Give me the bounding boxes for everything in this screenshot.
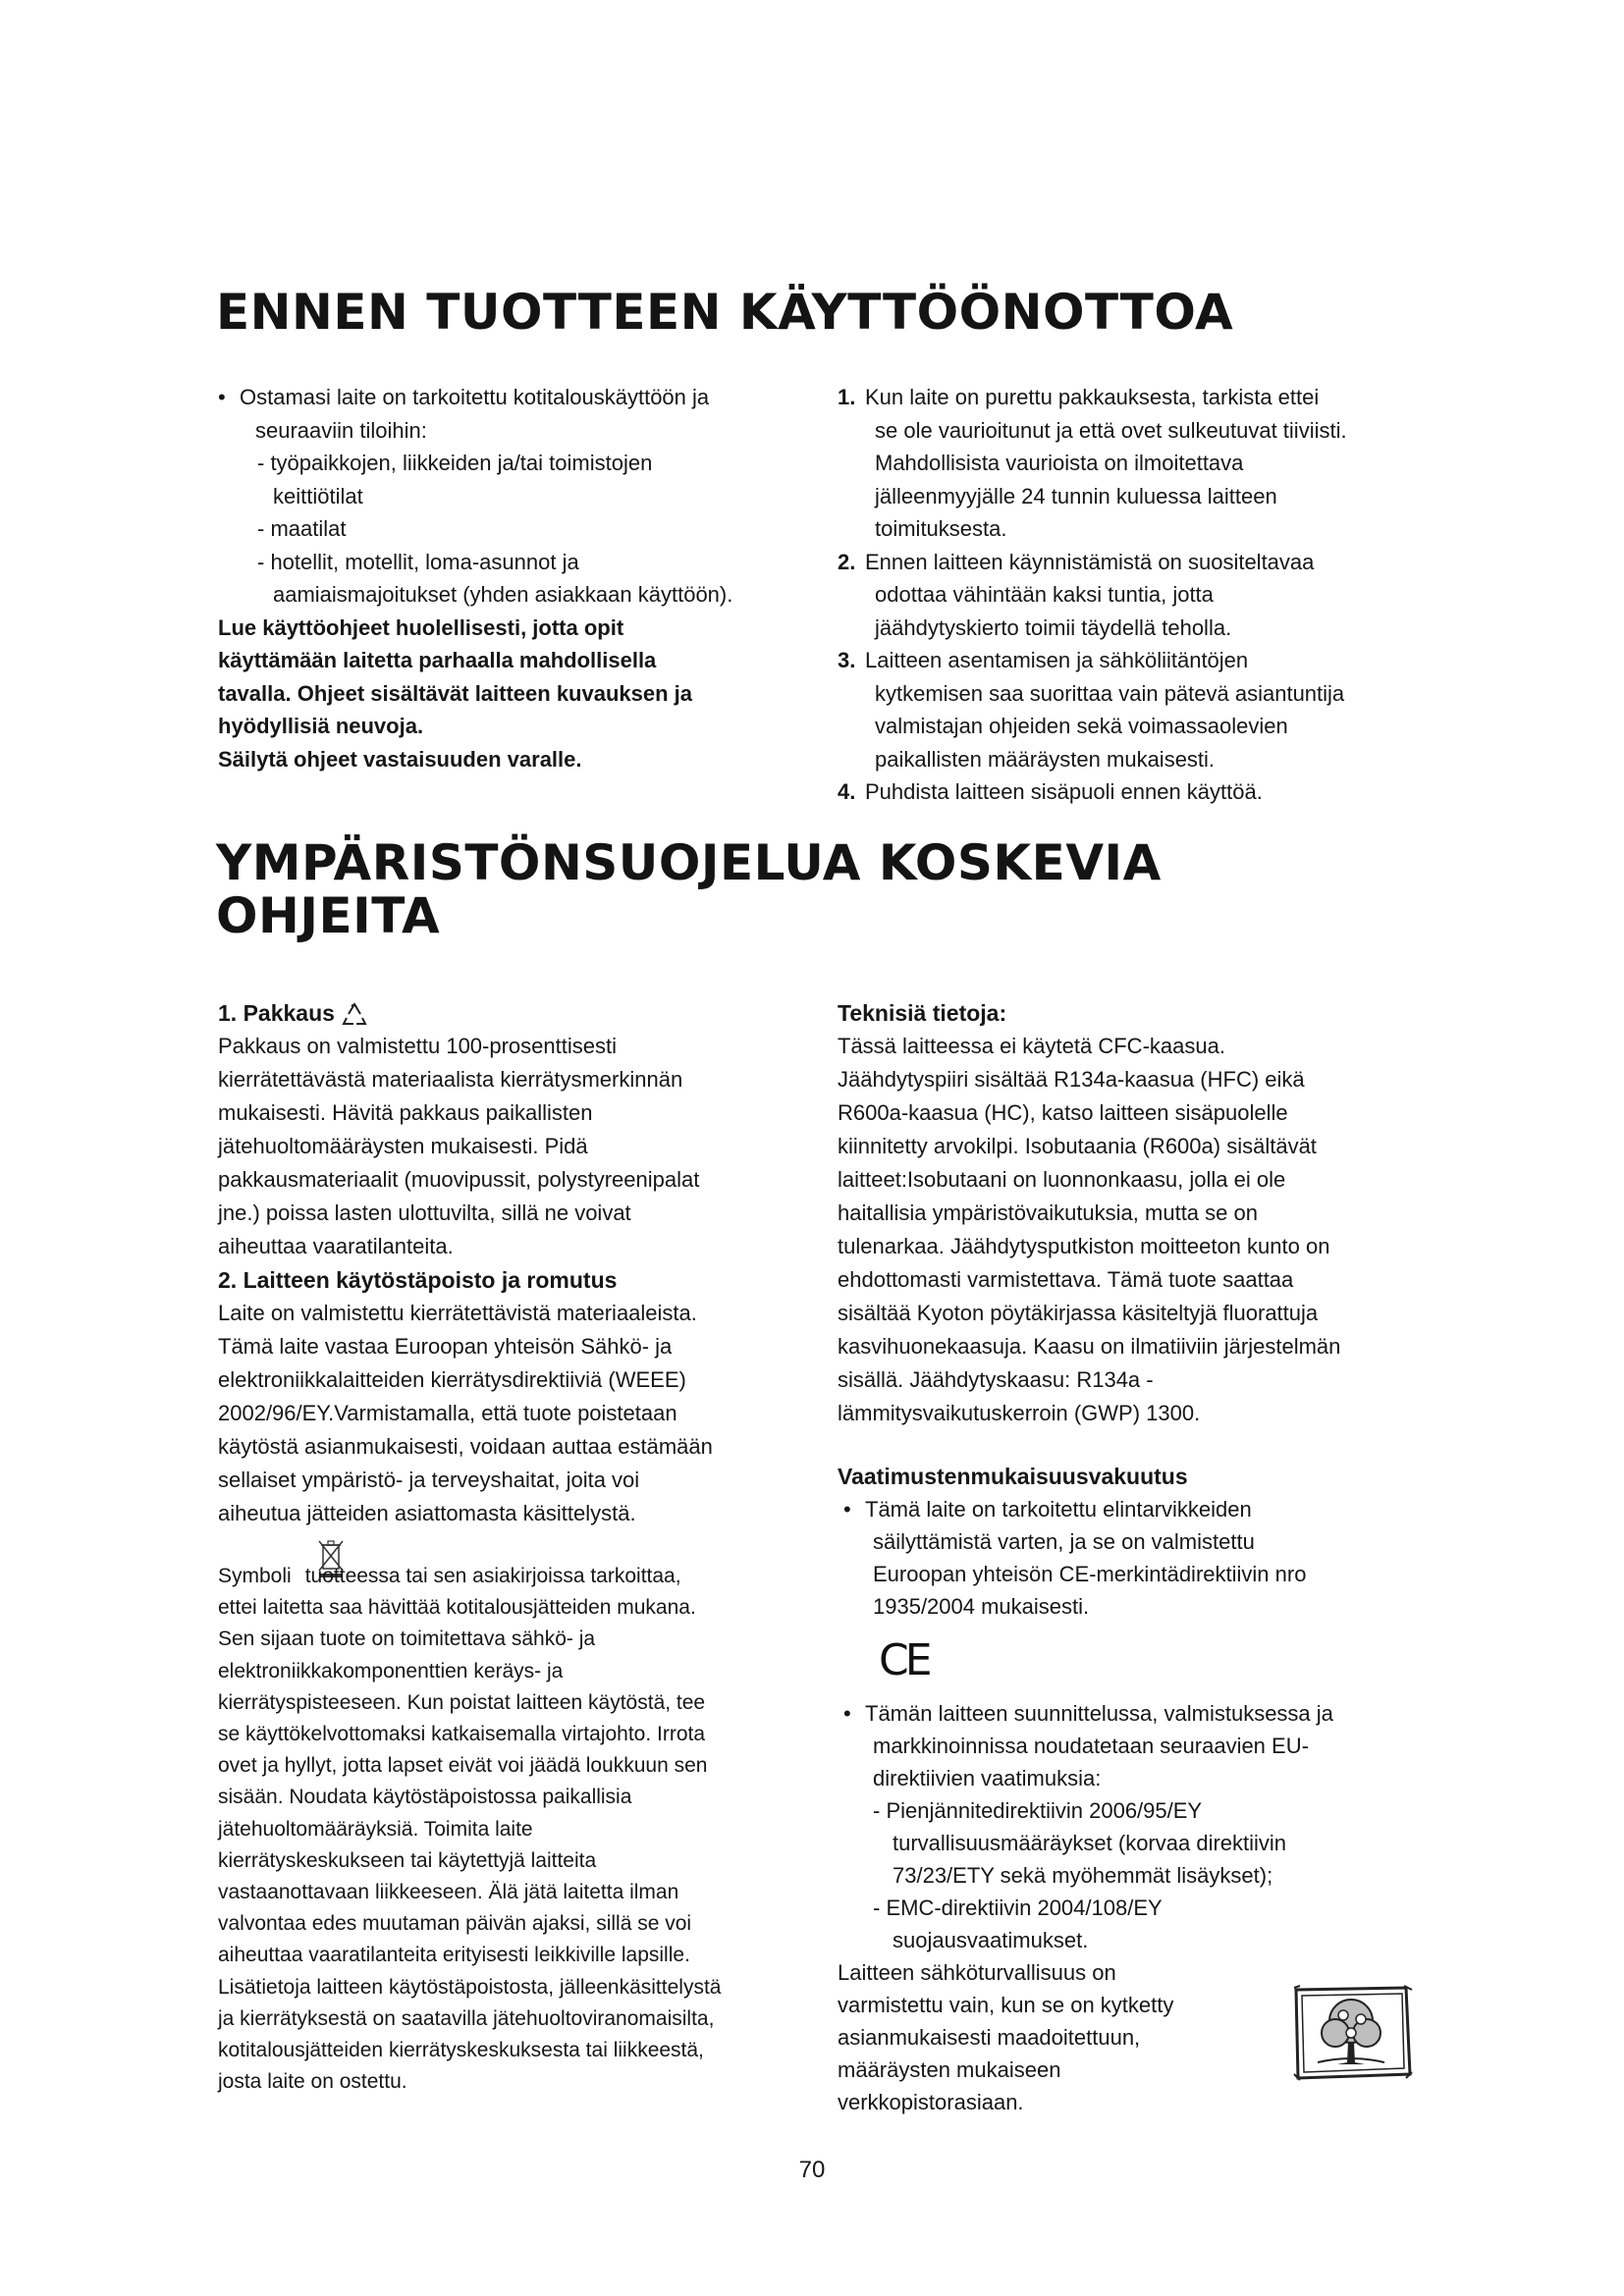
recycle-icon — [341, 1001, 368, 1029]
intro-line: Ostamasi laite on tarkoitettu kotitalouskäyttöön ja — [240, 385, 710, 409]
technical-line: ehdottomasti varmistettava. Tämä tuote saattaa — [838, 1267, 1294, 1292]
packaging-section — [218, 996, 827, 1530]
symbol-line: Sen sijaan tuote on toimitettava sähkö- ja — [218, 1628, 596, 1651]
intro-line: - työpaikkojen, liikkeiden ja/tai toimistojen — [257, 451, 653, 475]
disposal-line: elektroniikkalaitteiden kierrätysdirektiiviä (WEEE) — [218, 1367, 686, 1392]
symbol-line: elektroniikkakomponenttien keräys- ja — [218, 1659, 564, 1682]
conformity-line: määräysten mukaiseen — [838, 2057, 1061, 2082]
intro-bold-line: tavalla. Ohjeet sisältävät laitteen kuvauksen ja — [218, 680, 693, 706]
symbol-line: kotitalousjätteiden kierrätyskeskuksesta tai liikkeestä, — [218, 2039, 704, 2062]
bullet: • — [218, 385, 226, 409]
disposal-line: aiheutua jätteiden asiattomasta käsittelystä. — [218, 1501, 636, 1525]
conformity-line: Laitteen sähköturvallisuus on — [838, 1960, 1116, 1985]
conformity-line: turvallisuusmääräykset (korvaa direktiivin — [893, 1831, 1287, 1855]
technical-line: Tässä laitteessa ei käytetä CFC-kaasua. — [838, 1034, 1225, 1058]
heading-environment-line1: YMPÄRISTÖNSUOJELUA KOSKEVIA — [216, 834, 1162, 891]
conformity-title: Vaatimustenmukaisuusvakuutus — [838, 1464, 1188, 1489]
symbol-line: ettei laitetta saa hävittää kotitalousjätteiden mukana. — [218, 1596, 696, 1620]
intro-bold-line: Lue käyttöohjeet huolellisesti, jotta opit — [218, 614, 624, 640]
intro-line: seuraaviin tiloihin: — [255, 417, 427, 443]
symbol-line: se käyttökelvottomaksi katkaisemalla virtajohto. Irrota — [218, 1723, 706, 1746]
disposal-line: sellaiset ympäristö- ja terveyshaitat, joita voi — [218, 1468, 640, 1492]
intro-bold-line: käyttämään laitetta parhaalla mahdollisella — [218, 648, 657, 672]
step-number: 2. — [838, 549, 856, 574]
disposal-line: käytöstä asianmukaisesti, voidaan auttaa estämään — [218, 1434, 713, 1459]
packaging-line: mukaisesti. Hävitä pakkaus paikallisten — [218, 1100, 593, 1125]
step-line: odottaa vähintään kaksi tuntia, jotta — [875, 582, 1214, 607]
symbol-line: vastaanottavaan liikkeeseen. Älä jätä laitetta ilman — [218, 1881, 679, 1904]
conformity-line: - Pienjännitedirektiivin 2006/95/EY — [873, 1798, 1203, 1823]
step-line: jälleenmyyjälle 24 tunnin kuluessa laitteen — [875, 483, 1277, 508]
intro-line: - hotellit, motellit, loma-asunnot ja — [257, 549, 579, 574]
step-line: jäähdytyskierto toimii täydellä teholla. — [875, 614, 1232, 640]
disposal-title: 2. Laitteen käytöstäpoisto ja romutus — [218, 1267, 618, 1293]
intro-bold-line: Säilytä ohjeet vastaisuuden varalle. — [218, 746, 582, 772]
conformity-line: direktiivien vaatimuksia: — [873, 1766, 1102, 1790]
technical-line: kasvihuonekaasuja. Kaasu on ilmatiiviin järjestelmän — [838, 1334, 1341, 1359]
conformity-line: säilyttämistä varten, ja se on valmistettu — [873, 1529, 1255, 1554]
disposal-line: Tämä laite vastaa Euroopan yhteisön Sähkö- ja — [218, 1334, 673, 1359]
step-line: se ole vaurioitunut ja että ovet sulkeutuvat tiiviisti. — [875, 417, 1347, 443]
packaging-line: aiheuttaa vaaratilanteita. — [218, 1234, 454, 1258]
step-number: 4. — [838, 779, 856, 804]
tree-logo-icon — [1288, 1984, 1416, 2082]
technical-line: sisältää Kyoton pöytäkirjassa käsiteltyjä fluorattuja — [838, 1301, 1319, 1325]
conformity-line: Tämä laite on tarkoitettu elintarvikkeiden — [865, 1497, 1252, 1522]
heading-before-use: ENNEN TUOTTEEN KÄYTTÖÖNOTTOA — [216, 284, 1234, 341]
symbol-line: aiheuttaa vaaratilanteita erityisesti leikkiville lapsille. — [218, 1944, 690, 1967]
technical-line: haitallisia ympäristövaikutuksia, mutta se on — [838, 1201, 1258, 1225]
step-1: 1. Kun laite on purettu pakkauksesta, tarkista ettei — [838, 381, 1427, 414]
packaging-line: jne.) poissa lasten ulottuvilta, sillä ne voivat — [218, 1201, 631, 1225]
heading-environment-line2: OHJEITA — [216, 887, 441, 944]
step-line: kytkemisen saa suorittaa vain pätevä asiantuntija — [875, 680, 1345, 706]
symbol-line: kierrätyskeskukseen tai käytettyjä laitteita — [218, 1848, 597, 1872]
step-line: valmistajan ohjeiden sekä voimassaolevien — [875, 714, 1288, 738]
step-4: 4. Puhdista laitteen sisäpuoli ennen käyttöä. — [838, 775, 1427, 809]
intro-line: - maatilat — [257, 516, 347, 541]
technical-line: tulenarkaa. Jäähdytysputkiston moitteeton kunto on — [838, 1234, 1330, 1258]
conformity-line: markkinoinnissa noudatetaan seuraavien EU- — [873, 1734, 1309, 1758]
conformity-line: varmistettu vain, kun se on kytketty — [838, 1993, 1174, 2017]
disposal-line: Laite on valmistettu kierrätettävistä materiaaleista. — [218, 1301, 697, 1325]
intro-line: aamiaismajoitukset (yhden asiakkaan käyttöön). — [273, 582, 733, 607]
symbol-line: ovet ja hyllyt, jotta lapset eivät voi jäädä loukkuun sen — [218, 1754, 708, 1778]
step-2: 2. Ennen laitteen käynnistämistä on suositeltavaa — [838, 546, 1427, 579]
step-number: 1. — [838, 385, 856, 409]
technical-section — [838, 996, 1427, 1430]
technical-line: R600a-kaasua (HC), katso laitteen sisäpuolelle — [838, 1100, 1288, 1125]
intro-bold-line: hyödyllisiä neuvoja. — [218, 714, 424, 738]
technical-line: laitteet:Isobutaani on luonnonkaasu, jolla ei ole — [838, 1167, 1286, 1192]
intro-line: keittiötilat — [273, 483, 363, 508]
symbol-word: Symboli — [218, 1565, 292, 1587]
technical-line: Jäähdytyspiiri sisältää R134a-kaasua (HFC) eikä — [838, 1067, 1305, 1092]
conformity-line: 73/23/ETY sekä myöhemmät lisäykset); — [893, 1863, 1273, 1888]
bullet: • — [843, 1497, 851, 1522]
conformity-line: asianmukaisesti maadoitettuun, — [838, 2025, 1141, 2050]
packaging-line: Pakkaus on valmistettu 100-prosenttisesti — [218, 1034, 617, 1058]
heading-environment — [216, 836, 1162, 942]
step-line: paikallisten määräysten mukaisesti. — [875, 746, 1216, 772]
conformity-line: - EMC-direktiivin 2004/108/EY — [873, 1896, 1163, 1920]
step-number: 3. — [838, 648, 856, 672]
bullet: • — [843, 1701, 851, 1726]
packaging-line: jätehuoltomääräysten mukaisesti. Pidä — [218, 1134, 588, 1158]
symbol-line: tuotteessa tai sen asiakirjoissa tarkoittaa, — [304, 1565, 681, 1587]
packaging-line: kierrätettävästä materiaalista kierrätysmerkinnän — [218, 1067, 683, 1092]
conformity-line: Euroopan yhteisön CE-merkintädirektiivin nro — [873, 1562, 1307, 1586]
conformity-line: verkkopistorasiaan. — [838, 2090, 1024, 2114]
symbol-line: kierrätyspisteeseen. Kun poistat laitteen käytöstä, tee — [218, 1690, 706, 1714]
symbol-section — [218, 1561, 827, 2098]
technical-line: kiinnitetty arvokilpi. Isobutaania (R600a) sisältävät — [838, 1134, 1317, 1158]
symbol-line: josta laite on ostettu. — [218, 2070, 407, 2094]
technical-line: sisällä. Jäähdytyskaasu: R134a - — [838, 1367, 1154, 1392]
symbol-line: sisään. Noudata käytöstäpoistossa paikallisia — [218, 1786, 632, 1809]
packaging-title: 1. Pakkaus — [218, 996, 827, 1030]
conformity-line: 1935/2004 mukaisesti. — [873, 1594, 1090, 1619]
step-line: Mahdollisista vaurioista on ilmoitettava — [875, 451, 1244, 475]
conformity-line: Tämän laitteen suunnittelussa, valmistuksessa ja — [865, 1701, 1333, 1726]
symbol-line: Lisätietoja laitteen käytöstäpoistosta, jälleenkäsittelystä — [218, 1975, 722, 1999]
symbol-line: jätehuoltomääräyksiä. Toimita laite — [218, 1817, 533, 1841]
page-number: 70 — [798, 2157, 826, 2183]
symbol-line: valvontaa edes muutaman päivän ajaksi, sillä se voi — [218, 1912, 692, 1936]
step-line: toimituksesta. — [875, 516, 1007, 541]
conformity-line: suojausvaatimukset. — [893, 1928, 1089, 1952]
technical-line: lämmitysvaikutuskerroin (GWP) 1300. — [838, 1401, 1201, 1425]
ce-mark: CE — [879, 1635, 929, 1685]
technical-title: Teknisiä tietoja: — [838, 1000, 1007, 1026]
steps-list — [838, 381, 1427, 809]
intro-section — [218, 381, 807, 775]
disposal-line: 2002/96/EY.Varmistamalla, että tuote poistetaan — [218, 1401, 677, 1425]
symbol-line: ja kierrätyksestä on saatavilla jätehuoltoviranomaisilta, — [218, 2006, 715, 2030]
step-3: 3. Laitteen asentamisen ja sähköliitäntöjen — [838, 644, 1427, 677]
packaging-line: pakkausmateriaalit (muovipussit, polystyreenipalat — [218, 1167, 700, 1192]
